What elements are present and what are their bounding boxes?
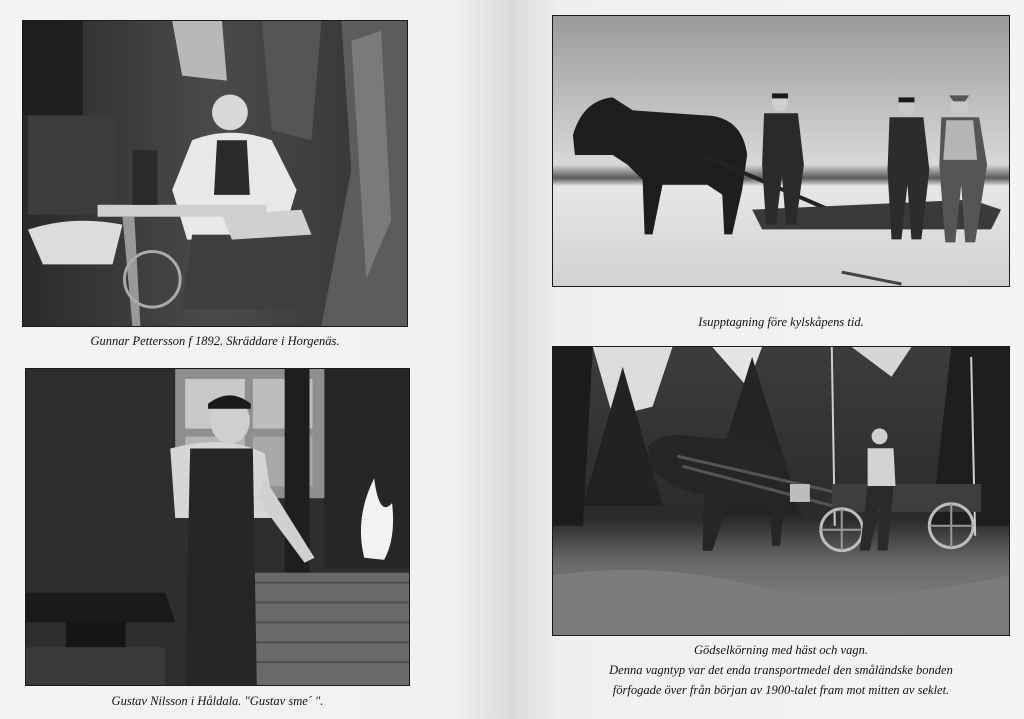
- caption-line-1: Gödselkörning med häst och vagn.: [694, 643, 868, 657]
- photo-blacksmith-at-forge: [25, 368, 410, 686]
- caption-text: Isupptagning före kylskåpens tid.: [698, 315, 864, 329]
- caption-photo-4: [552, 640, 1010, 700]
- caption-line-3: förfogade över från början av 1900-talet fram mot mitten av seklet.: [612, 683, 950, 697]
- photo-ice-harvesting: [552, 15, 1010, 287]
- caption-text: Gustav Nilsson i Håldala. "Gustav sme´ ".: [111, 694, 324, 708]
- caption-line-2: Denna vagntyp var det enda transportmedel den småländske bonden: [609, 663, 953, 677]
- right-page: [510, 0, 1024, 719]
- caption-photo-2: [25, 691, 410, 711]
- caption-photo-3: [552, 312, 1010, 332]
- caption-text: Gunnar Pettersson f 1892. Skräddare i Horgenäs.: [90, 334, 340, 348]
- caption-photo-1: [22, 331, 408, 351]
- photo-manure-cart-with-horse: [552, 346, 1010, 636]
- photo-tailor-at-sewing-machine: [22, 20, 408, 327]
- left-page: [0, 0, 510, 719]
